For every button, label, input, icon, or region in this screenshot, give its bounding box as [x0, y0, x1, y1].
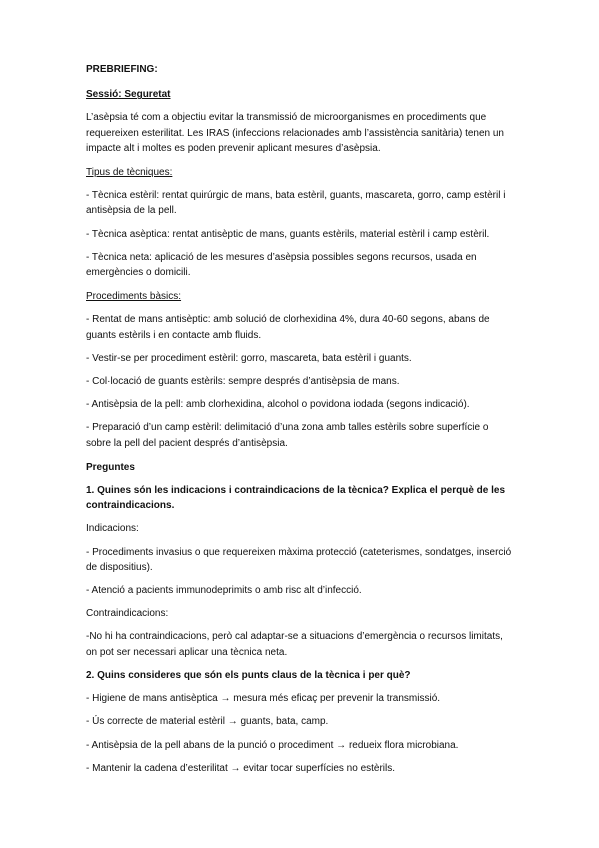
- document-page: [86, 62, 516, 776]
- session-title: Sessió: Seguretat: [86, 89, 171, 101]
- contraindications-text: -No hi ha contraindicacions, però cal adaptar-se a situacions d’emergència o recursos limitats, on pot ser necessari aplicar una tècnica neta.: [86, 631, 503, 658]
- indications-label: Indicacions:: [86, 523, 139, 535]
- questions-heading: Preguntes: [86, 461, 135, 473]
- indication-item: - Atenció a pacients immunodeprimits o amb risc alt d’infecció.: [86, 585, 362, 597]
- types-heading: Tipus de tècniques:: [86, 167, 173, 179]
- type-item: - Tècnica neta: aplicació de les mesures d’asèpsia possibles segons recursos, usada en emergències o domicili.: [86, 251, 477, 279]
- key-point-item: - Ús correcte de material estèril → guants, bata, camp.: [86, 716, 329, 728]
- prebriefing-heading: PREBRIEFING:: [86, 64, 158, 75]
- question-1: 1. Quines són les indicacions i contraindicacions de la tècnica? Explica el perquè de les contraindicacions.: [86, 485, 506, 512]
- type-item: - Tècnica asèptica: rentat antisèptic de mans, guants estèrils, material estèril i camp estèril.: [86, 228, 490, 240]
- key-point-item: - Mantenir la cadena d’esterilitat → evitar tocar superfícies no estèrils.: [86, 762, 396, 774]
- type-item: - Tècnica estèril: rentat quirúrgic de mans, bata estèril, guants, mascareta, gorro, camp estèril i antisèpsia de la pell.: [86, 190, 506, 217]
- intro-paragraph: L’asèpsia té com a objectiu evitar la transmissió de microorganismes en procediments que requereixen esterilitat. Les IRAS (infeccions relacionades amb l’assistència sanitària) tenen un impacte alt i moltes es poden prevenir aplicant mesures d’asèpsia.: [86, 112, 504, 154]
- procedure-item: - Rentat de mans antisèptic: amb solució de clorhexidina 4%, dura 40-60 segons, abans de guants estèrils i en contacte amb fluids.: [86, 314, 490, 341]
- key-point-item: - Higiene de mans antisèptica → mesura més eficaç per prevenir la transmissió.: [86, 693, 441, 705]
- question-2: 2. Quins consideres que són els punts claus de la tècnica i per què?: [86, 669, 411, 681]
- procedure-item: - Antisèpsia de la pell: amb clorhexidina, alcohol o povidona iodada (segons indicació).: [86, 399, 470, 411]
- procedure-item: - Vestir-se per procediment estèril: gorro, mascareta, bata estèril i guants.: [86, 352, 412, 364]
- procedures-heading: Procediments bàsics:: [86, 291, 182, 303]
- indication-item: - Procediments invasius o que requereixen màxima protecció (cateterismes, sondatges, inserció de dispositius).: [86, 546, 512, 573]
- contraindications-label: Contraindicacions:: [86, 608, 169, 620]
- procedure-item: - Col·locació de guants estèrils: sempre després d’antisèpsia de mans.: [86, 376, 400, 388]
- key-point-item: - Antisèpsia de la pell abans de la punció o procediment → redueix flora microbiana.: [86, 739, 459, 751]
- procedure-item: - Preparació d’un camp estèril: delimitació d’una zona amb talles estèrils sobre superfície o sobre la pell del pacient després d’antisèpsia.: [86, 422, 489, 449]
